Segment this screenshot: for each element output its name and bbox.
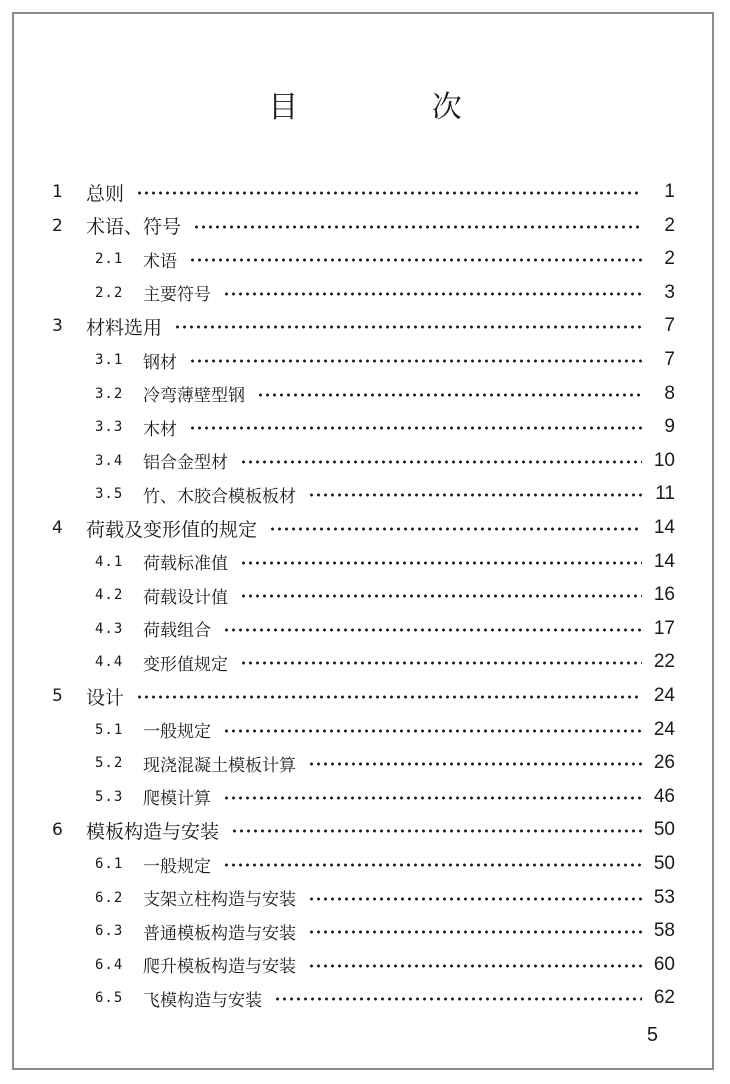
toc-entry xyxy=(0,783,730,811)
toc-entry-number: 6 xyxy=(52,820,63,841)
toc-leader-dots xyxy=(308,897,642,901)
toc-entry xyxy=(0,648,730,676)
toc-entry-number: 2 xyxy=(52,215,63,236)
toc-leader-dots xyxy=(231,829,642,833)
toc-entry-title: 一般规定 xyxy=(143,722,211,743)
toc-entry-title: 冷弯薄壁型钢 xyxy=(143,386,245,407)
toc-entry-number: 5.3 xyxy=(95,788,124,805)
toc-entry-page: 22 xyxy=(653,651,675,673)
toc-entry-title: 总则 xyxy=(86,182,125,205)
toc-entry-page: 50 xyxy=(653,853,675,874)
toc-leader-dots xyxy=(308,762,642,766)
toc-entry-number: 3.2 xyxy=(95,385,124,402)
toc-entry xyxy=(0,413,730,441)
toc-entry xyxy=(0,884,730,912)
toc-entry-title: 钢材 xyxy=(143,352,177,373)
page-number: 5 xyxy=(646,1024,658,1046)
toc-leader-dots xyxy=(308,930,642,934)
toc-entry-title: 荷载设计值 xyxy=(143,587,228,608)
toc-entry xyxy=(0,212,730,240)
toc-leader-dots xyxy=(240,561,642,565)
toc-entry-title: 飞模构造与安装 xyxy=(143,990,262,1011)
toc-entry-page: 11 xyxy=(655,483,675,505)
toc-entry xyxy=(0,917,730,945)
toc-leader-dots xyxy=(193,225,642,229)
toc-leader-dots xyxy=(269,527,642,531)
toc-leader-dots xyxy=(240,661,642,665)
toc-entry xyxy=(0,178,730,206)
toc-entry-title: 变形值规定 xyxy=(143,654,228,675)
toc-leader-dots xyxy=(274,997,642,1001)
toc-leader-dots xyxy=(136,695,642,699)
toc-entry-number: 3.4 xyxy=(95,452,124,469)
toc-entry-number: 4.3 xyxy=(95,620,124,637)
toc-entry-number: 6.3 xyxy=(95,923,124,940)
toc-leader-dots xyxy=(257,393,642,397)
toc-entry xyxy=(0,581,730,609)
toc-entry-title: 爬模计算 xyxy=(143,789,211,810)
toc-leader-dots xyxy=(136,191,642,195)
toc-entry-number: 2.1 xyxy=(95,251,124,268)
toc-leader-dots xyxy=(174,325,642,329)
toc-entry xyxy=(0,514,730,542)
toc-entry-number: 6.4 xyxy=(95,956,124,973)
toc-entry-title: 爬升模板构造与安装 xyxy=(143,957,296,978)
toc-entry-page: 1 xyxy=(664,181,675,202)
toc-leader-dots xyxy=(189,258,642,262)
toc-entry-page: 16 xyxy=(653,584,675,606)
toc-entry-page: 9 xyxy=(664,416,675,438)
toc-entry xyxy=(0,816,730,844)
toc-leader-dots xyxy=(240,594,642,598)
toc-entry-title: 设计 xyxy=(86,686,125,709)
toc-entry-page: 62 xyxy=(653,987,675,1009)
toc-entry-title: 木材 xyxy=(143,419,177,440)
toc-entry-page: 46 xyxy=(653,785,675,807)
toc-entry xyxy=(0,312,730,340)
toc-entry xyxy=(0,850,730,878)
toc-entry xyxy=(0,380,730,408)
toc-entry-title: 铝合金型材 xyxy=(143,453,228,474)
toc-entry-number: 5.1 xyxy=(95,721,124,738)
toc-leader-dots xyxy=(308,964,642,968)
toc-entry-page: 58 xyxy=(653,920,675,942)
toc-entry-page: 14 xyxy=(653,550,675,572)
toc-leader-dots xyxy=(223,628,642,632)
toc-entry-number: 3 xyxy=(52,316,63,337)
toc-entry-page: 26 xyxy=(653,752,675,774)
toc-entry-page: 8 xyxy=(664,382,675,404)
toc-entry-number: 6.2 xyxy=(95,889,124,906)
toc-entry-page: 2 xyxy=(664,214,675,236)
toc-entry xyxy=(0,346,730,374)
toc-entry-title: 现浇混凝土模板计算 xyxy=(143,755,296,776)
toc-entry-title: 竹、木胶合模板板材 xyxy=(143,486,296,507)
toc-entry-title: 术语 xyxy=(143,251,177,272)
toc-entry-title: 主要符号 xyxy=(143,285,211,306)
toc-entry-number: 3.1 xyxy=(95,352,124,368)
toc-entry-number: 5.2 xyxy=(95,755,124,772)
toc-entry xyxy=(0,279,730,307)
toc-entry-page: 60 xyxy=(653,953,675,975)
toc-entry-number: 5 xyxy=(52,686,63,706)
toc-entry xyxy=(0,749,730,777)
toc-entry xyxy=(0,447,730,475)
toc-entry-title: 支架立柱构造与安装 xyxy=(143,890,296,911)
toc-entry-number: 3.5 xyxy=(95,486,124,503)
toc-entry xyxy=(0,951,730,979)
toc-leader-dots xyxy=(308,493,642,497)
toc-entry xyxy=(0,480,730,508)
toc-entry-page: 50 xyxy=(653,819,675,841)
toc-entry-number: 4.2 xyxy=(95,587,124,604)
toc-entry-title: 术语、符号 xyxy=(86,216,182,239)
toc-entry-title: 模板构造与安装 xyxy=(86,820,220,843)
toc-entry-number: 4.1 xyxy=(95,553,124,570)
toc-entry-number: 6.1 xyxy=(95,856,124,872)
toc-entry xyxy=(0,984,730,1012)
toc-leader-dots xyxy=(223,863,642,867)
toc-entry xyxy=(0,615,730,643)
toc-entry-number: 4 xyxy=(52,518,63,538)
toc-entry-title: 荷载标准值 xyxy=(143,554,228,575)
toc-entry-number: 6.5 xyxy=(95,990,124,1007)
toc-entry-page: 14 xyxy=(653,517,675,538)
toc-entry-page: 10 xyxy=(653,449,675,471)
toc-entry-page: 7 xyxy=(664,315,675,337)
toc-entry-page: 53 xyxy=(653,886,675,908)
toc-entry-title: 荷载组合 xyxy=(143,621,211,642)
toc-entry-page: 2 xyxy=(664,248,675,270)
toc-entry-title: 普通模板构造与安装 xyxy=(143,923,296,944)
toc-entry-number: 4.4 xyxy=(95,654,124,671)
toc-entry xyxy=(0,716,730,744)
toc-entry-page: 24 xyxy=(653,718,675,740)
toc-leader-dots xyxy=(240,460,642,464)
toc-leader-dots xyxy=(189,426,642,430)
toc-leader-dots xyxy=(223,729,642,733)
toc-entry-title: 一般规定 xyxy=(143,856,211,877)
toc-leader-dots xyxy=(189,359,642,363)
toc-leader-dots xyxy=(223,292,642,296)
toc-entry-title: 材料选用 xyxy=(86,316,163,339)
toc-entry-number: 2.2 xyxy=(95,284,124,301)
toc-entry-page: 17 xyxy=(653,617,675,639)
toc-entry xyxy=(0,682,730,710)
toc-entry-page: 3 xyxy=(664,281,675,303)
toc-entry xyxy=(0,245,730,273)
toc-entry-page: 24 xyxy=(653,685,675,706)
page-title: 目 次 xyxy=(268,90,524,125)
toc-entry-page: 7 xyxy=(664,349,675,370)
toc-entry-title: 荷载及变形值的规定 xyxy=(86,518,258,541)
toc-entry-number: 3.3 xyxy=(95,419,124,436)
toc-entry-number: 1 xyxy=(52,182,63,202)
toc-leader-dots xyxy=(223,796,642,800)
toc-entry xyxy=(0,548,730,576)
